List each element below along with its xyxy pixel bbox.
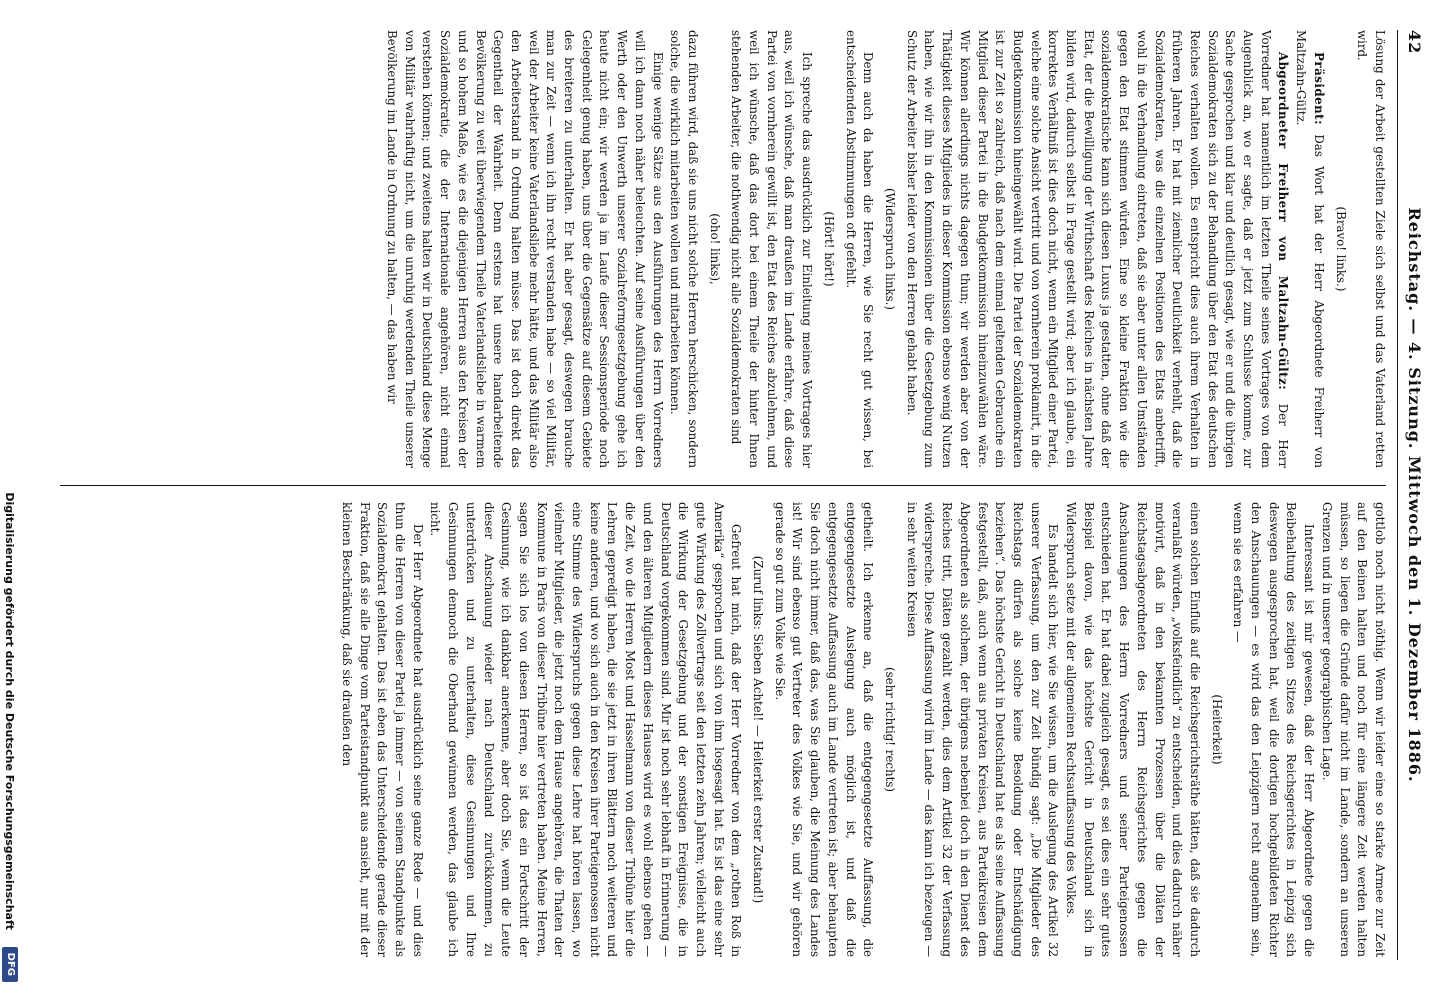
speech-text: Der Herr Vorredner hat namentlich im letzten Theile seines Vortrages von dem Augenblick an, wo er sagte, daß er jetzt zum Schlusse komme, zur Sache gesprochen und klar und deutlich gesagt, wie er und die übrigen Sozialdemokraten sich zu der Behandlung über den Etat des deutschen Reiches verhalten wollen. Es entspricht dies auch ihrem Verhalten in früheren Jahren. Er hat mit ziemlicher Deutlichkeit verhehlt, daß die Sozialdemokraten, was die einzelnen Positionen des Etats anbetrifft, wohl in die Verhandlung eintreten, daß sie aber unter allen Umständen gegen den Etat stimmen würden. Eine so kleine Fraktion wie die sozialdemokratische kann sich diesen Luxus ja gestatten, ohne daß der Etat, der die Bewilligung der Wirthschaft des Reiches in nächsten Jahre bilden wird, dadurch selbst in Frage gestellt wird; aber ich glaube, ein korrektes Verhältniß ist dies doch nicht, wenn ein Mitglied einer Partei, welche eine solche Ansicht vertritt und von vornherein proklamirt, in die Budgetkommission hineingewählt wird. Die Partei der Sozialdemokraten ist zur Zeit so zahlreich, daß nach dem einmal geltenden Gebrauche ein Mitglied dieser Partei in die Budgetkommission hineinzuwählen wäre. Wir können allerdings nichts dagegen thun; wir werden aber von der Thätigkeit dieses Mitgliedes in dieser Kommission ebenso wenig Nutzen haben, wie wir ihn in den Kommissionen über die Gesetzgebung zum Schutz der Arbeiter bisher leider von den Herren gehabt haben. — [904, 30, 1291, 468]
paragraph: Lösung der Arbeit gestellten Ziele sich selbst und das Vaterland retten wird. — [1355, 30, 1387, 468]
interjection: (Zuruf links: Sieben Achtel! — Heiterkeit erster Zustand!) — [751, 555, 766, 904]
page-header — [1397, 30, 1430, 960]
paragraph: Denn auch da haben die Herren, wie Sie recht gut wissen, bei entscheidenden Abstimmungen oft gefehlt. — [843, 30, 876, 468]
left-column — [50, 30, 1388, 468]
paragraph: Der Herr Abgeordnete hat ausdrücklich seine ganze Rede — und dies thun die Herren von dieser Partei ja immer — von seinem Standpunkte als Sozialdemokrat gehalten. Das ist eben das Unterscheidende gerade dieser Fraktion, daß sie alle Dinge vom Parteistandpunkt aus ansieht, nur mit der kleinen Beschränkung, daß sie draußen den — [339, 502, 425, 957]
paragraph: gottlob noch nicht nöthig. Wenn wir leider eine so starke Armee zur Zeit auf den Beinen halten und noch für eine längere Zeit werden halten müssen, so liegen die Gründe dafür nicht im Lande, sondern an unseren Grenzen und in unserer geographischen Lage. — [1319, 502, 1387, 957]
paragraph: Gefreut hat mich, daß der Herr Vorredner von dem „rothen Roß in Amerika“ gesprochen und sich von ihm losgesagt hat. Es ist das eine sehr gute Wirkung des Zollvertrags seit den letzten zehn Jahren; vielleicht auch die Wirkung der Gesetzgebung und der sonstigen Ereignisse, die in Deutschland vorgekommen sind. Mir ist noch sehr lebhaft in Erinnerung — und den älteren Mitgliedern dieses Hauses wird es wohl ebenso gehen — die Zeit, wo die Herren Most und Hasselmann von dieser Tribüne hier die Lehren gepredigt haben, die sie jetzt in ihren Blättern noch weiteren und keine anderen, und wo sich auch in den Kreisen ihrer Parteigenossen nicht eine Stimme des Widerspruchs gegen diese Lehre hat hören lassen, wo vielmehr Mitglieder, die jetzt noch dem Hause angehören, die Thaten der Kommune in Paris von dieser Tribüne hier vertreten haben. Meine Herren, sagen Sie sich los von diesen Herren, so ist das ein Fortschritt der Gesinnung, wie ich dankbar anerkenne, aber doch Sie, wenn die Leute dieser Anschauung wieder nach Deutschland zurückkommen, zu unterdrücken und zu unterhalten, diese Gesinnungen und Ihre Gesinnungen dennoch die Oberhand gewinnen werden, das glaube ich nicht. — [428, 502, 744, 957]
paragraph: dazu führen wird, daß sie uns nicht solche Herren herschicken, sondern solche, die wirklich mitarbeiten wollen und mitarbeiten können. — [668, 30, 700, 468]
page-number: 42 — [1405, 30, 1424, 55]
interjection: (Bravo! links.) — [1333, 206, 1348, 292]
paragraph: Interessant ist mir gewesen, daß der Herr Abgeordnete gegen die Beibehaltung des zeitigen Sitzes des Reichsgerichtes in Leipzig sich deswegen ausgesprochen hat, weil die dortigen hochgebildeten Richter den Anschauungen — es wird das den Leipzigern recht angenehm sein, wenn sie es erfahren — — [1231, 502, 1317, 957]
paragraph: einen solchen Einfluß auf die Reichsgerichtsräthe hätten, daß sie dadurch veranlaßt würden, „volksfeindlich“ zu entscheiden, und dies dadurch näher motivirt, daß in den bekannten Prozessen über die Diäten der Reichstagsabgeordneten des Herrn Reichsgerichtes gegen die Anschauungen des Herrn Vorredners und seiner Parteigenossen entschieden hat. Er hat dabei zugleich gesagt, es sei dies ein sehr gutes Beispiel davon, wie das höchste Gericht in Deutschland sich in Widerspruch setze mit der allgemeinen Rechtsauffassung des Volkes. — [1064, 502, 1202, 957]
funding-note: Digitalisierung gefördert durch die Deutsche Forschungsgemeinschaft — [3, 492, 16, 930]
paragraph: Es handelt sich hier, wie Sie wissen, um die Auslegung des Artikel 32 unserer Verfassung, um den zur Zeit bündig sagt: „Die Mitglieder des Reichstags dürfen als solche keine Besoldung oder Entschädigung beziehen“. Das höchste Gericht in Deutschland hat es als seine Auffassung festgestellt, daß, auch wenn aus privaten Kreisen, aus Parteikreisen dem Abgeordneten als solchem, der übrigens nebenbei doch in den Dienst des Reiches tritt, Diäten gezahlt werden, dies dem Artikel 32 der Verfassung widerspreche. Diese Auffassung wird im Lande — das kann ich bezeugen — in sehr weiten Kreisen — [904, 502, 1061, 957]
interjection: (Heiterkeit) — [1209, 694, 1224, 765]
paragraph: Ich spreche das ausdrücklich zur Einleitung meines Vortrages hier aus, weil ich wünsche, daß man draußen im Lande erfahre, daß diese Partei von vornherein gewillt ist, den Etat des Reiches abzulehnen, und weil ich wünsche, daß das dort bei einem Theile der hinter Ihnen stehenden Arbeiter, die nothwendig nicht alle Sozialdemokraten sind — [729, 30, 815, 468]
interjection: (oho! links), — [707, 213, 722, 285]
speech-paragraph — [902, 30, 1291, 468]
right-column — [50, 502, 1388, 957]
speaker-name: Präsident: — [1311, 52, 1326, 125]
interjection: (Widerspruch links.) — [883, 188, 898, 310]
interjection: (Hört! hört!) — [821, 211, 836, 287]
column-divider — [60, 485, 1386, 486]
dfg-logo: DFG — [2, 947, 18, 982]
footer-band — [0, 0, 20, 1000]
interjection: (sehr richtig! rechts) — [883, 666, 898, 793]
paragraph: Einige wenige Sätze aus den Ausführungen des Herrn Vorredners will ich dann noch näher beleuchten. Auf seine Ausführungen über den Werth oder den Unwerth unserer Sozialreformgesetzgebung gehe ich heute nicht ein; wir werden ja im Laufe dieser Sessionsperiode noch Gelegenheit genug haben, uns über die Gegensätze auf diesem Gebiete des breiteren zu unterhalten. Er hat aber gesagt, deswegen brauche man zur Zeit — wenn ich ihn recht verstanden habe — so viel Militär, weil der Arbeiter keine Vaterlandsliebe mehr hätte, und das Militär also den Arbeiterstand in Ordnung halten müsse. Das ist doch direkt das Gegentheil der Wahrheit. Denn erstens hat unsere handarbeitende Bevölkerung zu weit überwiegendem Theile Vaterlandsliebe in warmem und so hohem Maße, wie es die diejenigen Herren aus den Kreisen der Sozialdemokratie, die der Internationale angehören, nicht einmal verstehen können; und zweitens halten wir in Deutschland diese Menge von Militär wahrhaftig nicht, um die unruhig werdenden Theile unserer Bevölkerung im Lande in Ordnung zu halten, — das haben wir — [385, 30, 665, 468]
page-title: Reichstag. — 4. Sitzung. Mittwoch den 1. Dezember 1886. — [1405, 207, 1424, 783]
speaker-name: Abgeordneter Freiherr von Maltzahn-Gültz: — [1276, 52, 1291, 391]
paragraph: getheilt. Ich erkenne an, daß die entgegengesetzte Auffassung, die entgegengesetzte Auslegung auch möglich ist, und daß die entgegengesetzte Auffassung auch im Lande vertreten ist; aber behaupten Sie doch nicht immer, daß das, was Sie glauben, die Meinung des Landes ist! Wir sind ebenso gut Vertreter des Volkes wie Sie, und wir gehören gerade so gut zum Volke wie Sie. — [772, 502, 876, 957]
newspaper-page — [20, 0, 1432, 1000]
speech-text: Das Wort hat der Herr Abgeordnete Freiherr von Maltzahn-Gültz. — [1294, 30, 1326, 468]
president-statement — [1291, 30, 1326, 468]
